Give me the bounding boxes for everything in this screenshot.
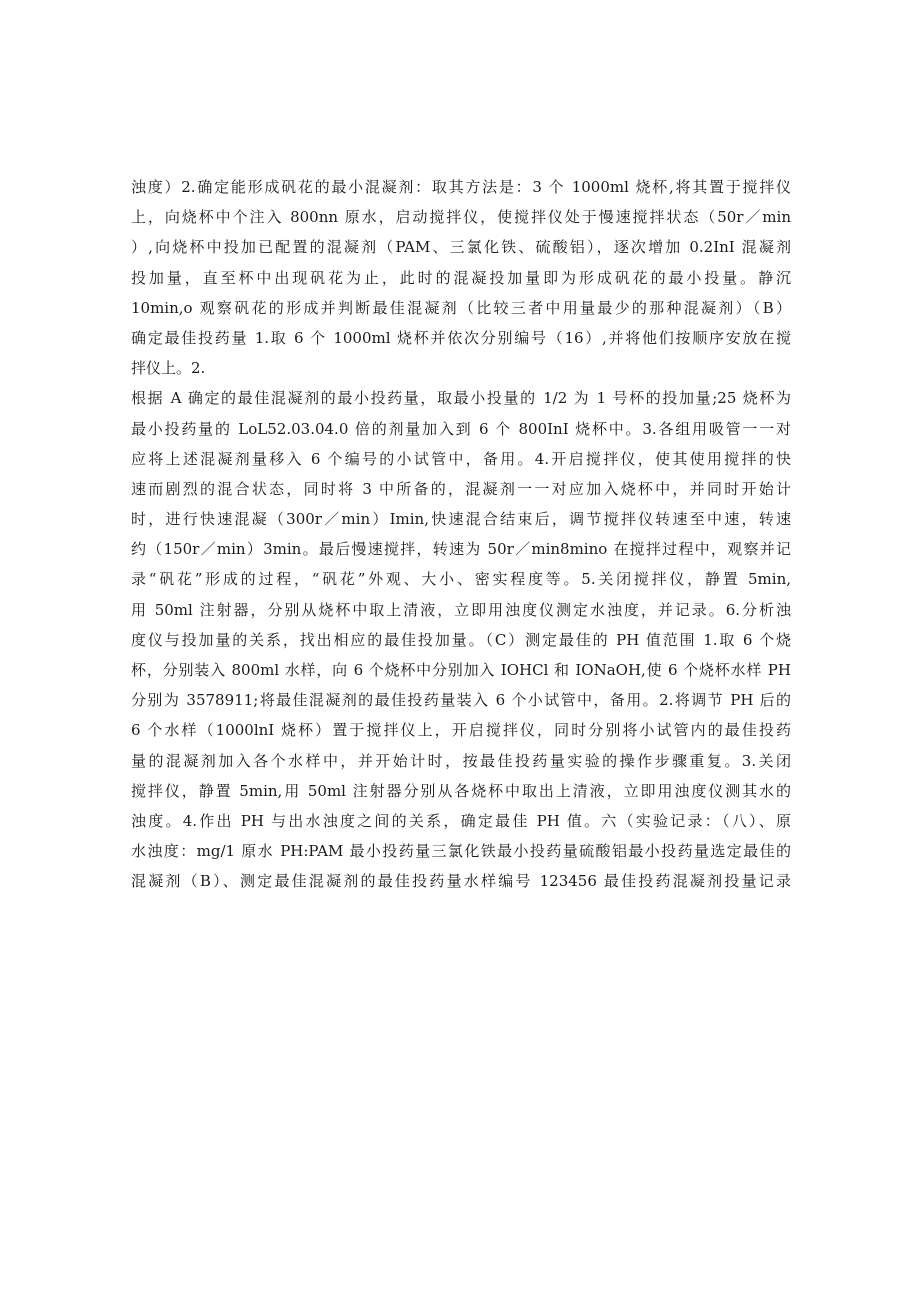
text-line: 投加量，直至杯中出现矾花为止，此时的混凝投加量即为形成矾花的最小投量。静沉 <box>131 268 791 287</box>
text-line: 约（150r／min）3min。最后慢速搅拌，转速为 50r／min8mino 在搅拌过程中，观察并记 <box>131 540 791 559</box>
text-line: 确定最佳投药量 1.取 6 个 1000ml 烧杯并依次分别编号（16）,并将他们按顺序安放在搅 <box>131 328 791 347</box>
text-line: 根据 A 确定的最佳混凝剂的最小投药量，取最小投量的 1/2 为 1 号杯的投加量;25 烧杯为 <box>131 389 791 408</box>
text-line: 录“矾花”形成的过程，“矾花”外观、大小、密实程度等。5.关闭搅拌仪，静置 5min, <box>131 570 791 589</box>
text-line: 杯，分别装入 800ml 水样，向 6 个烧杯中分别加入 IOHCl 和 IONaOH,使 6 个烧杯水样 PH <box>131 661 791 679</box>
text-line: 水浊度：mg/1 原水 PH:PAM 最小投药量三氯化铁最小投药量硫酸铝最小投药量选定最佳的 <box>131 842 791 861</box>
text-line: ）,向烧杯中投加已配置的混凝剂（PAM、三氯化铁、硫酸铝），逐次增加 0.2InI 混凝剂 <box>131 238 791 257</box>
text-line: 量的混凝剂加入各个水样中，并开始计时，按最佳投药量实验的操作步骤重复。3.关闭 <box>131 751 791 770</box>
text-line: 10min,o 观察矾花的形成并判断最佳混凝剂（比较三者中用量最少的那种混凝剂）（B） <box>131 298 791 317</box>
text-line: 搅拌仪，静置 5min,用 50ml 注射器分别从各烧杯中取出上清液，立即用浊度仪测其水的 <box>131 781 791 800</box>
text-line: 浊度）2.确定能形成矾花的最小混凝剂：取其方法是：3 个 1000ml 烧杯,将其置于搅拌仪 <box>131 178 791 196</box>
body-text <box>131 172 791 897</box>
text-line: 度仪与投加量的关系，找出相应的最佳投加量。（C）测定最佳的 PH 值范围 1.取 6 个烧 <box>131 630 791 649</box>
text-line: 混凝剂（B）、测定最佳混凝剂的最佳投药量水样编号 123456 最佳投药混凝剂投量记录 <box>131 872 791 891</box>
text-line: 分别为 3578911;将最佳混凝剂的最佳投药量装入 6 个小试管中，备用。2.将调节 PH 后的 <box>131 691 791 710</box>
text-line: 拌仪上。2. <box>131 359 206 378</box>
text-line: 应将上述混凝剂量移入 6 个编号的小试管中，备用。4.开启搅拌仪，使其使用搅拌的快 <box>131 449 791 468</box>
text-line: 浊度。4.作出 PH 与出水浊度之间的关系，确定最佳 PH 值。六（实验记录：（八）、原 <box>131 811 791 830</box>
text-line: 最小投药量的 LoL52.03.04.0 倍的剂量加入到 6 个 800InI 烧杯中。3.各组用吸管一一对 <box>131 419 791 438</box>
text-line: 时，进行快速混凝（300r／min）Imin,快速混合结束后，调节搅拌仪转速至中速，转速 <box>131 510 791 529</box>
text-line: 用 50ml 注射器，分别从烧杯中取上清液，立即用浊度仪测定水浊度，并记录。6.分析浊 <box>131 600 791 619</box>
text-line: 上，向烧杯中个注入 800nn 原水，启动搅拌仪，使搅拌仪处于慢速搅拌状态（50r／min <box>131 208 791 227</box>
text-line: 速而剧烈的混合状态，同时将 3 中所备的，混凝剂一一对应加入烧杯中，并同时开始计 <box>131 479 791 498</box>
text-line: 6 个水样（1000lnI 烧杯）置于搅拌仪上，开启搅拌仪，同时分别将小试管内的最佳投药 <box>131 721 791 740</box>
